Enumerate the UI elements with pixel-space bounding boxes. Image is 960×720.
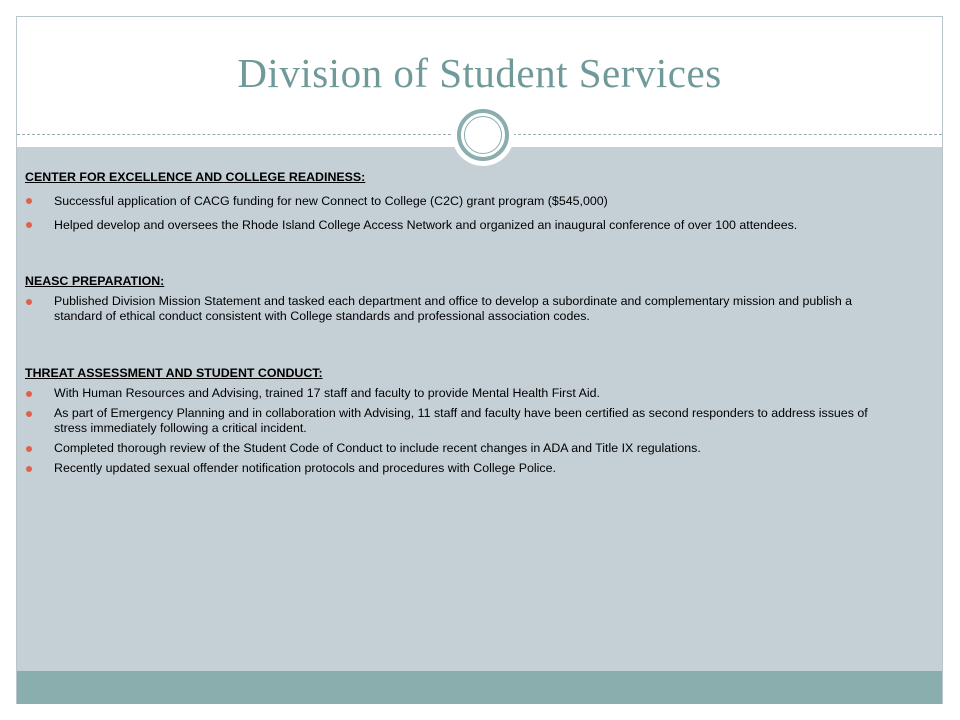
list-item: Recently updated sexual offender notification protocols and procedures with College Police. bbox=[25, 461, 895, 476]
page-title: Division of Student Services bbox=[237, 50, 722, 96]
section-heading: NEASC PREPARATION: bbox=[25, 274, 165, 288]
content-body bbox=[25, 170, 895, 481]
list-item: With Human Resources and Advising, trained 17 staff and faculty to provide Mental Health First Aid. bbox=[25, 386, 895, 401]
bullet-list bbox=[25, 386, 895, 476]
bullet-icon bbox=[26, 299, 32, 305]
bullet-icon bbox=[26, 222, 32, 228]
bullet-icon bbox=[26, 411, 32, 417]
bullet-list bbox=[25, 189, 895, 237]
section-threat-assessment bbox=[25, 366, 895, 476]
list-item: Successful application of CACG funding for new Connect to College (C2C) grant program ($545,000) bbox=[25, 189, 895, 213]
list-item: Helped develop and oversees the Rhode Island College Access Network and organized an inaugural conference of over 100 attendees. bbox=[25, 213, 895, 237]
bullet-icon bbox=[26, 446, 32, 452]
section-neasc-preparation bbox=[25, 274, 895, 324]
section-heading: THREAT ASSESSMENT AND STUDENT CONDUCT: bbox=[25, 366, 323, 380]
footer-bar bbox=[17, 671, 942, 704]
list-item: As part of Emergency Planning and in collaboration with Advising, 11 staff and faculty have been certified as second responders to address issues of stress immediately following a critical incident. bbox=[25, 406, 895, 436]
bullet-icon bbox=[26, 466, 32, 472]
section-college-readiness bbox=[25, 170, 895, 237]
section-heading: CENTER FOR EXCELLENCE AND COLLEGE READINESS: bbox=[25, 170, 366, 184]
list-item: Completed thorough review of the Student Code of Conduct to include recent changes in ADA and Title IX regulations. bbox=[25, 441, 895, 456]
bullet-icon bbox=[26, 391, 32, 397]
list-item: Published Division Mission Statement and tasked each department and office to develop a subordinate and complementary mission and publish a standard of ethical conduct consistent with College standards and professional association codes. bbox=[25, 294, 895, 324]
bullet-list bbox=[25, 294, 895, 324]
bullet-icon bbox=[26, 198, 32, 204]
decorative-inner-circle-icon bbox=[464, 116, 502, 154]
